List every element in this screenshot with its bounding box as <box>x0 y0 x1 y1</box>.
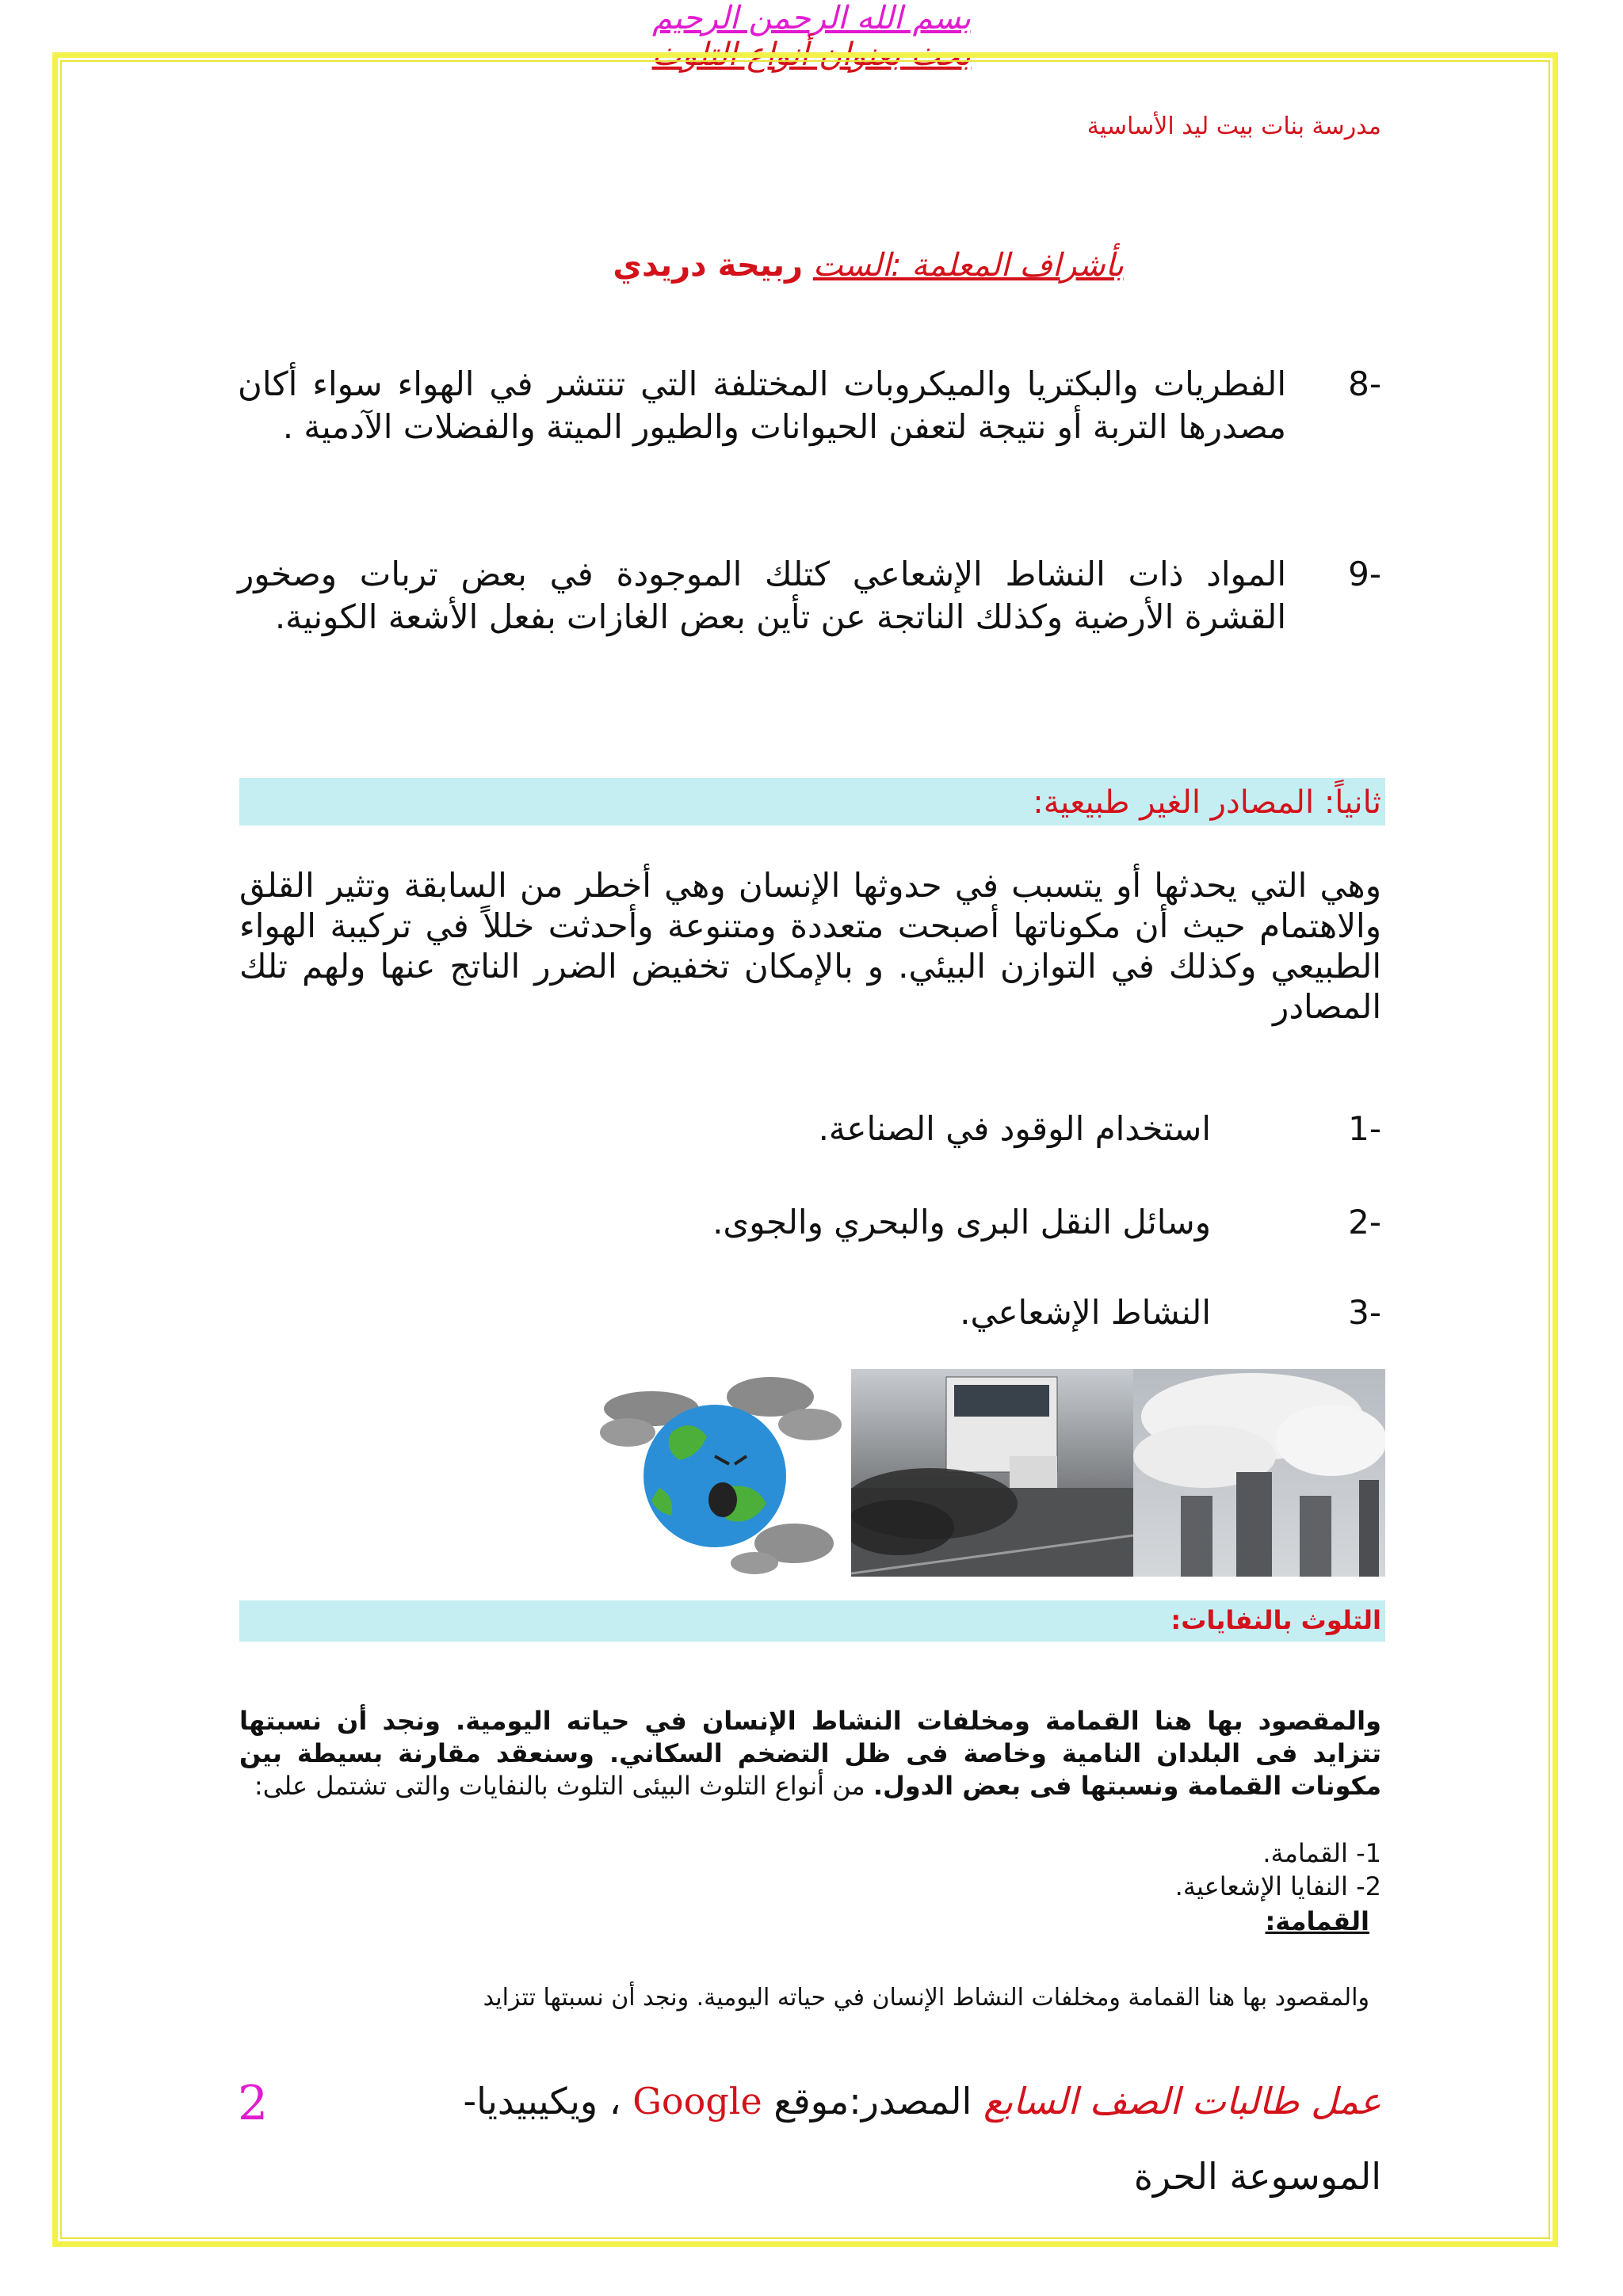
section-heading: التلوث بالنفايات: <box>1170 1605 1381 1635</box>
footer-line <box>463 2080 1381 2122</box>
section-heading: ثانياً: المصادر الغير طبيعية: <box>1033 784 1381 821</box>
footer-line-2: الموسوعة الحرة <box>1133 2155 1381 2198</box>
school-name: مدرسة بنات بيت ليد الأساسية <box>1086 113 1381 140</box>
supervisor-line <box>613 247 1124 284</box>
bold-text: والمقصود بها هنا القمامة ومخلفات النشاط الإنسان في حياته اليومية. ونجد أن نسبتها تتزايد فى البلدان النامية وخاصة فى ظل التضخم السكاني. وسنعقد مقارنة بسيطة بين مكونات القمامة ونسبتها فى بعض الدول. <box>239 1706 1381 1801</box>
list-item <box>238 553 1381 639</box>
item-text: المواد ذات النشاط الإشعاعي كتلك الموجودة في بعض تربات وصخور القشرة الأرضية وكذلك الناتجة عن تأين بعض الغازات بفعل الأشعة الكونية. <box>238 555 1286 636</box>
earth-pollution-image <box>596 1369 851 1577</box>
paragraph: وهي التي يحدثها أو يتسبب في حدوثها الإنسان وهي أخطر من السابقة وتثير القلق والاهتمام حيث أن مكوناتها أصبحت متعددة ومتنوعة وأحدثت خللاً في تركيبة الهواء الطبيعي وكذلك في التوازن البيئي. و بالإمكان تخفيض الضرر الناتج عنها ولهم تلك المصادر <box>239 866 1381 1026</box>
subheading: القمامة: <box>1265 1906 1369 1936</box>
item-number: -1 <box>1348 1109 1381 1148</box>
page-number: 2 <box>238 2076 269 2131</box>
basmala: بسم الله الرحمن الرحيم <box>651 0 972 36</box>
footer-google: Google <box>632 2080 762 2122</box>
supervisor-name: ربيحة دريدي <box>613 247 804 284</box>
research-title: بحث بعنوان أنواع التلوث <box>651 36 972 73</box>
item-number: -2 <box>1348 1203 1381 1241</box>
item-text: وسائل النقل البرى والبحري والجوى. <box>712 1203 1211 1241</box>
pollution-images <box>596 1369 1385 1577</box>
factory-smoke-image <box>1133 1369 1385 1577</box>
item-text: النشاط الإشعاعي. <box>960 1293 1211 1332</box>
footer-work-label: عمل طالبات الصف السابع <box>983 2080 1381 2122</box>
supervisor-label: بأشراف المعلمة :الست <box>812 247 1124 284</box>
list-item <box>668 1203 1381 1250</box>
list-item: 1- القمامة. <box>1262 1838 1381 1868</box>
list-item <box>238 363 1381 448</box>
paragraph <box>239 1705 1381 1802</box>
list-item <box>668 1293 1381 1341</box>
item-number: -9 <box>1348 555 1381 593</box>
item-text: الفطريات والبكتريا والميكروبات المختلفة التي تنتشر في الهواء سواء أكان مصدرها التربة أو نتيجة لتعفن الحيوانات والطيور الميتة والفضلات الآدمية . <box>238 364 1286 446</box>
footer-wiki: ، ويكيبيديا- <box>463 2080 621 2122</box>
bus-exhaust-image <box>851 1369 1133 1577</box>
paragraph-line: والمقصود بها هنا القمامة ومخلفات النشاط الإنسان في حياته اليومية. ونجد أن نسبتها تتزايد <box>483 1984 1369 2012</box>
item-text: استخدام الوقود في الصناعة. <box>818 1109 1211 1148</box>
list-item: 2- النفايا الإشعاعية. <box>1174 1871 1381 1901</box>
normal-text: من أنواع التلوث البيئى التلوث بالنفايات والتى تشتمل على: <box>254 1771 873 1801</box>
footer-source-label: المصدر:موقع <box>773 2080 972 2122</box>
item-number: -8 <box>1348 364 1381 403</box>
item-number: -3 <box>1348 1293 1381 1332</box>
list-item <box>668 1109 1381 1157</box>
